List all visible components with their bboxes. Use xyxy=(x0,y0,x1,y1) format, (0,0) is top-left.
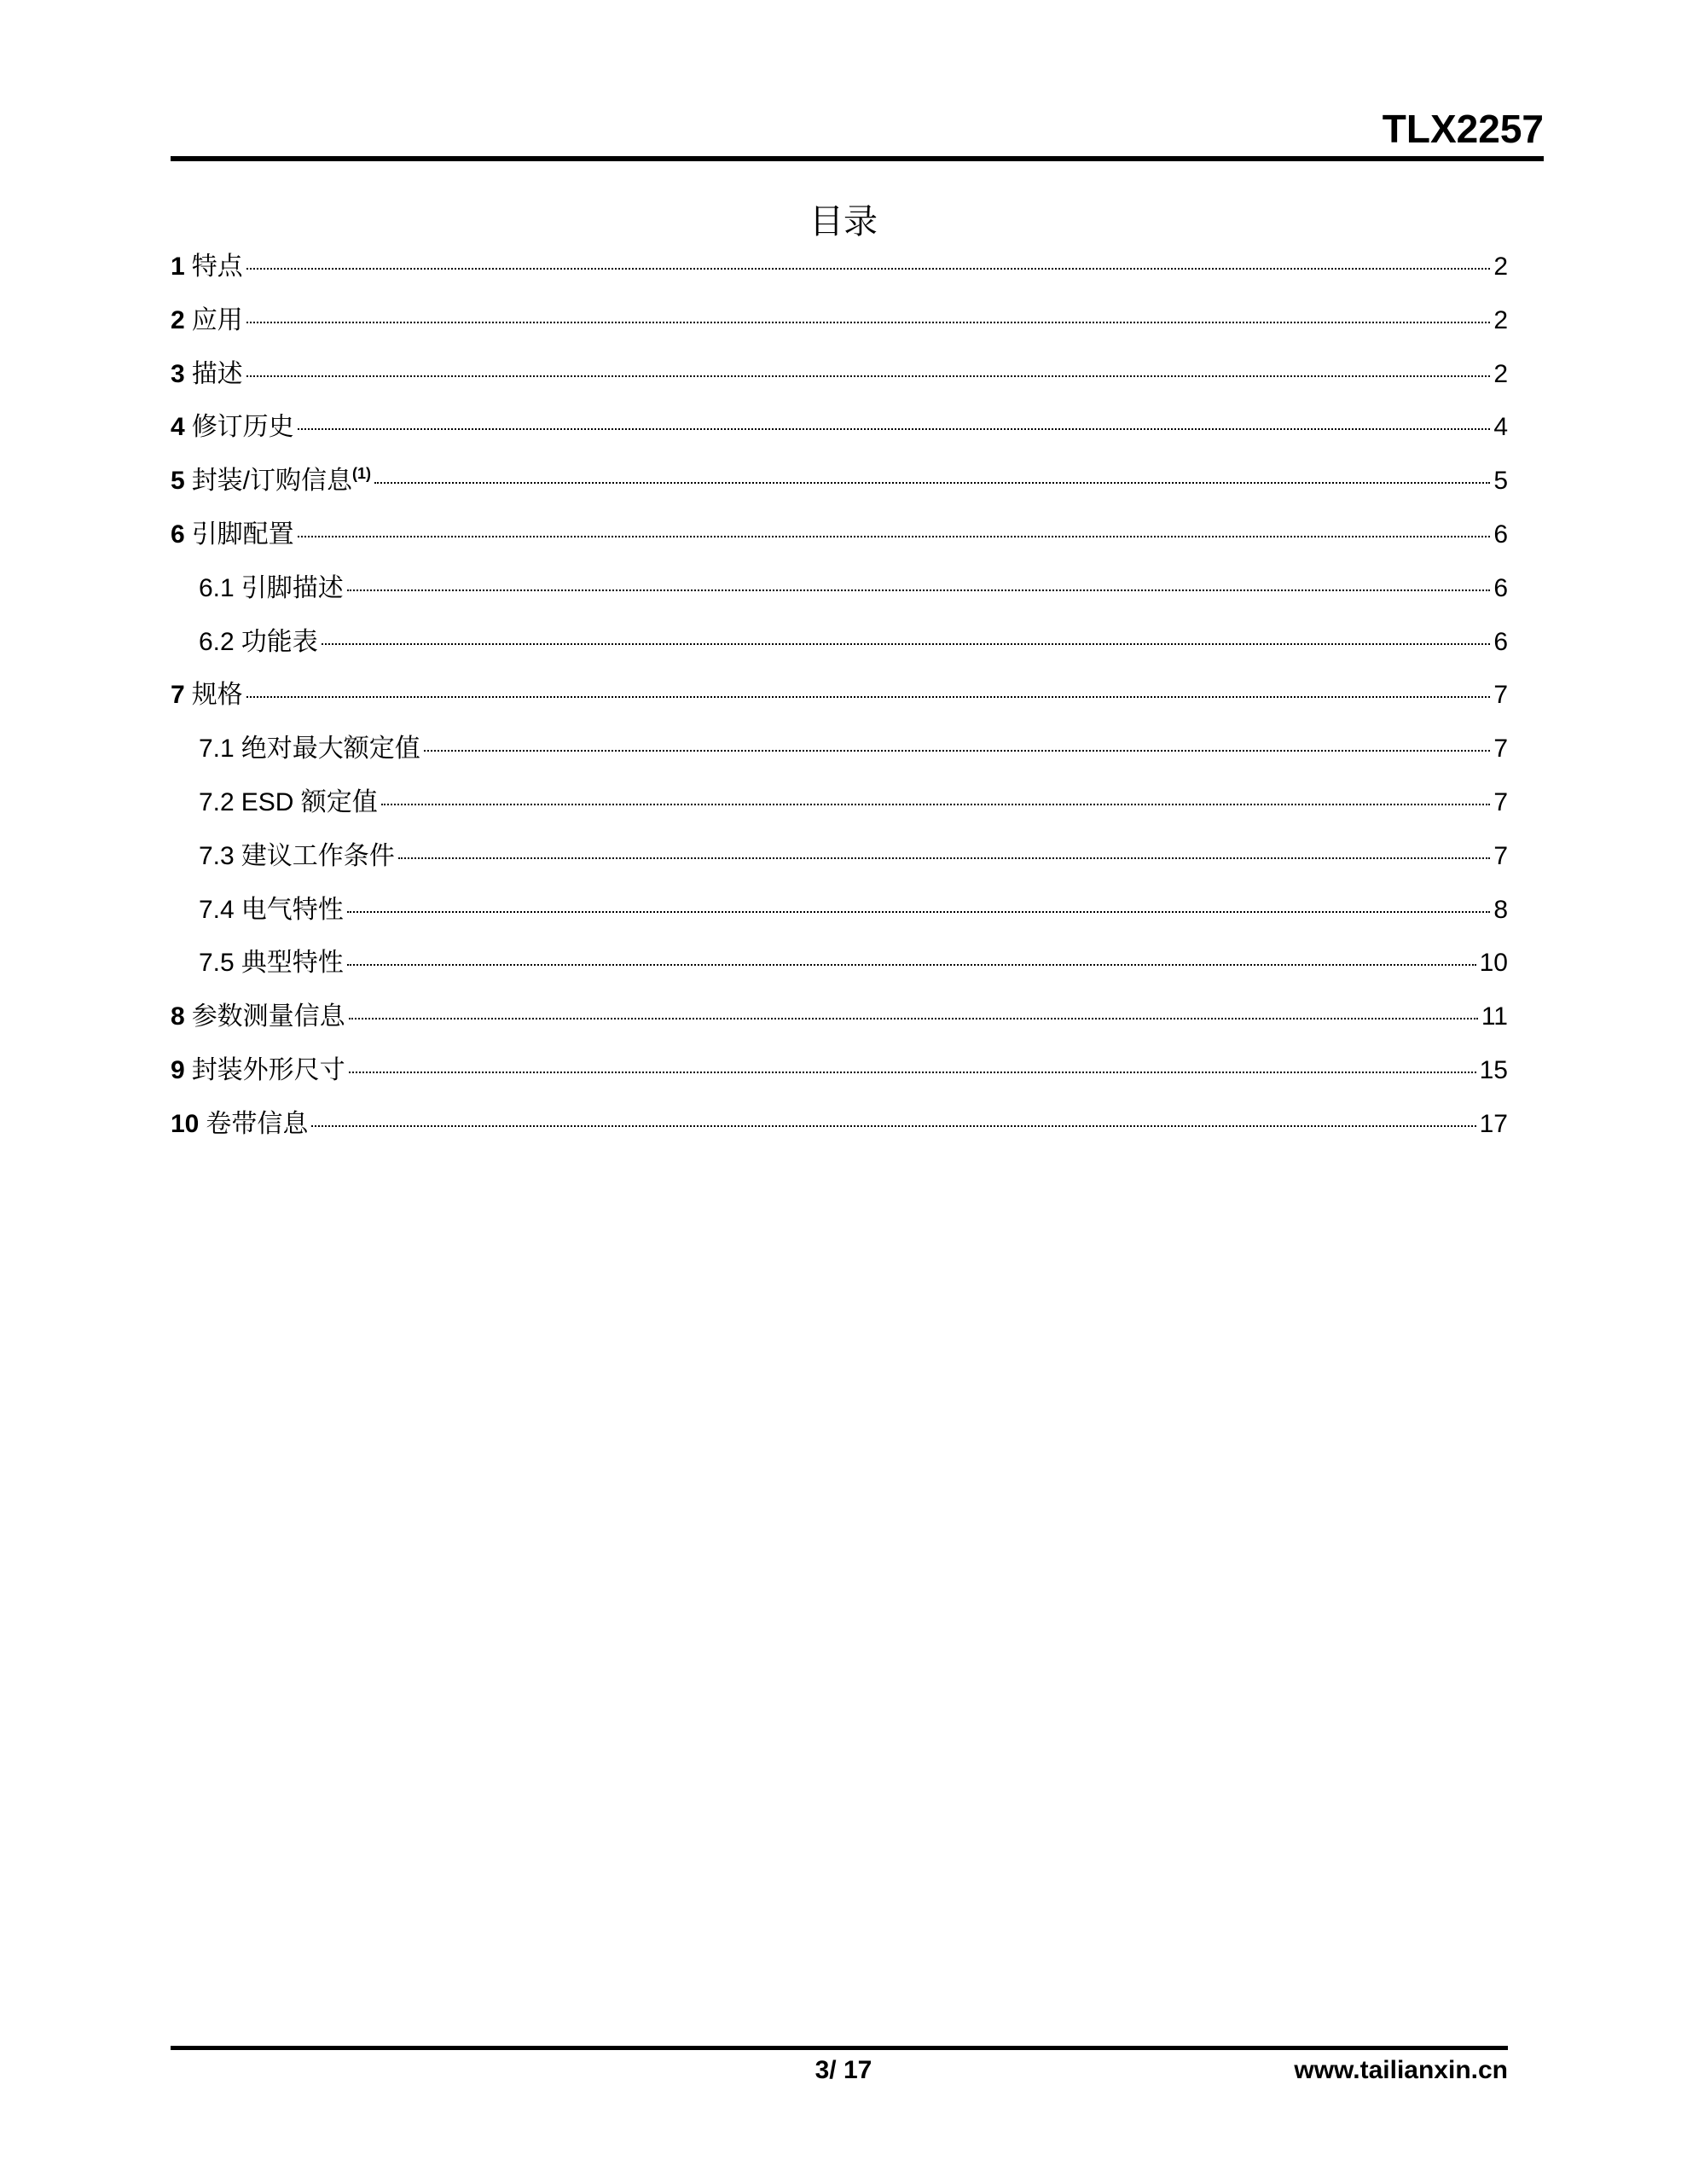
toc-entry-title-text: 封装/订购信息 xyxy=(191,467,353,496)
dot-leader xyxy=(246,322,1491,323)
toc-entry-number: 3 xyxy=(171,359,185,388)
toc-entry-6[interactable] xyxy=(171,508,1508,562)
dot-leader xyxy=(298,536,1491,537)
toc-entry-3[interactable] xyxy=(171,348,1508,402)
dot-leader xyxy=(246,375,1491,377)
toc-entry-page: 10 xyxy=(1479,949,1508,978)
toc-entry-number: 1 xyxy=(171,253,185,281)
toc-entry-page: 11 xyxy=(1481,1002,1508,1031)
toc-entry-7-1[interactable] xyxy=(171,723,1508,776)
dot-leader xyxy=(347,590,1491,591)
toc-entry-number: 7.5 xyxy=(199,949,235,978)
toc-entry-title: 引脚配置 xyxy=(191,520,294,549)
toc-entry-page: 7 xyxy=(1493,841,1508,870)
toc-entry-4[interactable] xyxy=(171,401,1508,455)
toc-entry-page: 6 xyxy=(1493,627,1508,656)
toc-entry-page: 8 xyxy=(1493,895,1508,924)
toc-entry-7-5[interactable] xyxy=(171,937,1508,990)
toc-entry-9[interactable] xyxy=(171,1044,1508,1098)
toc-entry-title: 引脚描述 xyxy=(241,573,344,602)
toc-entry-number: 6.2 xyxy=(199,627,235,656)
toc-entry-number: 5 xyxy=(171,467,185,496)
toc-entry-title: 特点 xyxy=(191,253,243,281)
dot-leader xyxy=(349,1072,1476,1073)
footnote-marker: (1) xyxy=(352,465,372,483)
toc-entry-title: 应用 xyxy=(191,305,243,334)
toc-entry-title: 功能表 xyxy=(241,627,318,656)
dot-leader xyxy=(398,857,1491,859)
dot-leader xyxy=(374,482,1490,484)
toc-entry-title: 参数测量信息 xyxy=(191,1002,345,1031)
toc-entry-number: 7 xyxy=(171,681,185,710)
dot-leader xyxy=(246,696,1491,698)
toc-entry-page: 2 xyxy=(1493,305,1508,334)
toc-entry-10[interactable] xyxy=(171,1098,1508,1152)
page-number: 3/ 17 xyxy=(815,2056,872,2084)
footer-rule xyxy=(171,2046,1508,2050)
toc-entry-title: 电气特性 xyxy=(241,895,344,924)
toc-entry-title: 绝对最大额定值 xyxy=(241,735,420,764)
toc-entry-number: 4 xyxy=(171,413,185,442)
toc-entry-page: 6 xyxy=(1493,520,1508,549)
toc-entry-title: 卷带信息 xyxy=(206,1109,309,1138)
toc-entry-title: 封装外形尺寸 xyxy=(191,1055,345,1084)
dot-leader xyxy=(311,1125,1475,1127)
document-id: TLX2257 xyxy=(1382,107,1544,151)
website-url[interactable]: www.tailianxin.cn xyxy=(1294,2056,1508,2084)
toc-entry-1[interactable] xyxy=(171,241,1508,294)
toc-entry-title: 描述 xyxy=(191,359,243,388)
toc-entry-6-2[interactable] xyxy=(171,616,1508,670)
toc-entry-6-1[interactable] xyxy=(171,562,1508,616)
toc-entry-7-4[interactable] xyxy=(171,884,1508,938)
table-of-contents xyxy=(171,241,1508,1152)
toc-entry-number: 2 xyxy=(171,305,185,334)
toc-entry-title xyxy=(192,455,371,508)
toc-entry-number: 6 xyxy=(171,520,185,549)
toc-entry-7[interactable] xyxy=(171,669,1508,723)
dot-leader xyxy=(246,268,1491,270)
toc-entry-number: 9 xyxy=(171,1055,185,1084)
toc-entry-page: 7 xyxy=(1493,681,1508,710)
dot-leader xyxy=(381,804,1491,805)
dot-leader xyxy=(322,643,1491,645)
toc-entry-5[interactable] xyxy=(171,455,1508,508)
toc-entry-page: 15 xyxy=(1479,1055,1508,1084)
toc-entry-page: 5 xyxy=(1493,467,1508,496)
dot-leader xyxy=(349,1018,1478,1019)
toc-entry-number: 7.1 xyxy=(199,735,235,764)
toc-entry-number: 7.2 xyxy=(199,787,235,816)
toc-entry-page: 17 xyxy=(1479,1109,1508,1138)
toc-entry-title: 规格 xyxy=(191,681,243,710)
toc-entry-8[interactable] xyxy=(171,990,1508,1044)
toc-entry-number: 7.3 xyxy=(199,841,235,870)
toc-entry-page: 4 xyxy=(1493,413,1508,442)
toc-entry-title: 典型特性 xyxy=(241,949,344,978)
toc-entry-number: 6.1 xyxy=(199,573,235,602)
dot-leader xyxy=(347,911,1491,913)
toc-entry-title: ESD 额定值 xyxy=(241,787,378,816)
toc-entry-page: 7 xyxy=(1493,735,1508,764)
toc-entry-page: 2 xyxy=(1493,359,1508,388)
toc-entry-2[interactable] xyxy=(171,294,1508,348)
header-rule xyxy=(171,156,1544,161)
toc-entry-title: 建议工作条件 xyxy=(241,841,395,870)
toc-heading: 目录 xyxy=(809,202,878,241)
toc-entry-number: 8 xyxy=(171,1002,185,1031)
dot-leader xyxy=(298,428,1491,430)
toc-entry-number: 7.4 xyxy=(199,895,235,924)
toc-entry-number: 10 xyxy=(171,1109,200,1138)
dot-leader xyxy=(424,750,1491,752)
dot-leader xyxy=(347,964,1476,966)
toc-entry-page: 6 xyxy=(1493,573,1508,602)
toc-entry-page: 2 xyxy=(1493,253,1508,281)
toc-entry-title: 修订历史 xyxy=(191,413,294,442)
toc-entry-7-3[interactable] xyxy=(171,830,1508,884)
toc-entry-7-2[interactable] xyxy=(171,776,1508,830)
toc-entry-page: 7 xyxy=(1493,787,1508,816)
